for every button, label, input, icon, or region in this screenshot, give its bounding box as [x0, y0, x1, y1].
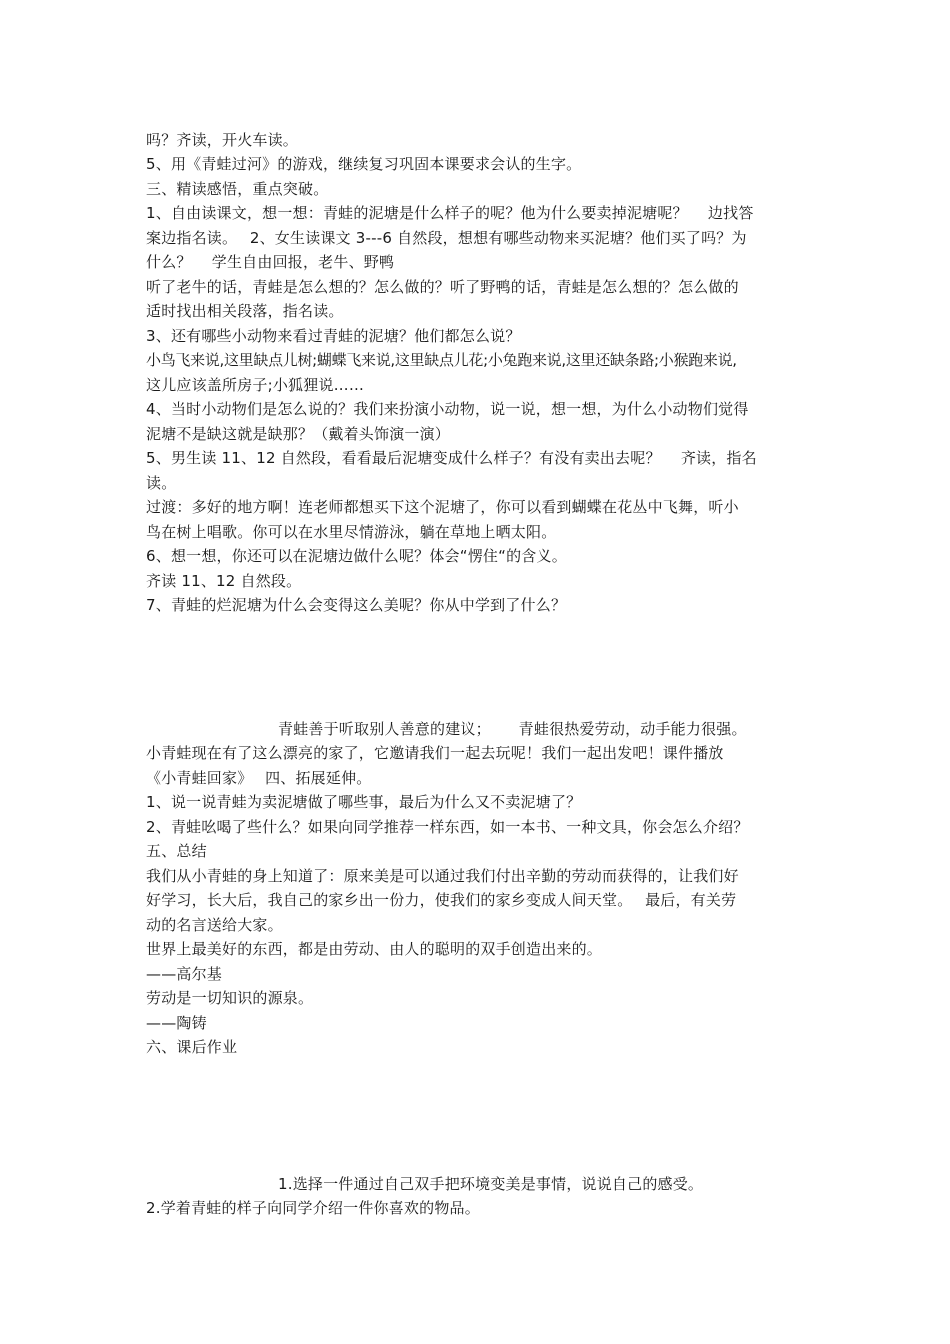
- text-line: 3、还有哪些小动物来看过青蛙的泥塘？他们都怎么说？: [146, 327, 521, 345]
- text-line: 过渡：多好的地方啊！连老师都想买下这个泥塘了，你可以看到蝴蝶在花丛中飞舞，听小: [146, 498, 739, 516]
- section-heading: 五、总结: [146, 842, 207, 860]
- text-line: 5、男生读 11、12 自然段，看看最后泥塘变成什么样子？有没有卖出去呢？ 齐读，指名: [146, 449, 757, 467]
- text-line: 4、当时小动物们是怎么说的？我们来扮演小动物，说一说，想一想，为什么小动物们觉得: [146, 400, 749, 418]
- text-line: 什么？ 学生自由回报，老牛、野鸭: [146, 253, 395, 271]
- text-line: 青蛙善于听取别人善意的建议； 青蛙很热爱劳动，动手能力很强。: [278, 720, 747, 738]
- section-heading: 三、精读感悟，重点突破。: [146, 180, 329, 198]
- homework-item: 1.选择一件通过自己双手把环境变美是事情，说说自己的感受。: [278, 1175, 704, 1193]
- text-line: 小青蛙现在有了这么漂亮的家了，它邀请我们一起去玩呢！我们一起出发吧！课件播放: [146, 744, 724, 762]
- text-line: 我们从小青蛙的身上知道了：原来美是可以通过我们付出辛勤的劳动而获得的，让我们好: [146, 867, 739, 885]
- homework-item: 2.学着青蛙的样子向同学介绍一件你喜欢的物品。: [146, 1199, 480, 1217]
- quote-author: ——陶铸: [146, 1014, 207, 1032]
- text-line: 案边指名读。 2、女生读课文 3---6 自然段，想想有哪些动物来买泥塘？他们买了吗？为: [146, 229, 747, 247]
- quote-line: 劳动是一切知识的源泉。: [146, 989, 314, 1007]
- text-line: 2、青蛙吆喝了些什么？如果向同学推荐一样东西，如一本书、一种文具，你会怎么介绍？: [146, 818, 749, 836]
- text-line: 动的名言送给大家。: [146, 916, 283, 934]
- text-line: 齐读 11、12 自然段。: [146, 572, 302, 590]
- text-line: 6、想一想，你还可以在泥塘边做什么呢？体会“愣住“的含义。: [146, 547, 567, 565]
- text-line: 好学习，长大后，我自己的家乡出一份力，使我们的家乡变成人间天堂。 最后，有关劳: [146, 891, 737, 909]
- quote-author: ——高尔基: [146, 965, 223, 983]
- text-line: 7、青蛙的烂泥塘为什么会变得这么美呢？你从中学到了什么？: [146, 596, 567, 614]
- quote-line: 世界上最美好的东西，都是由劳动、由人的聪明的双手创造出来的。: [146, 940, 603, 958]
- text-line: 吗？齐读，开火车读。: [146, 131, 299, 149]
- text-line: 读。: [146, 474, 177, 492]
- text-line: 鸟在树上唱歌。你可以在水里尽情游泳，躺在草地上晒太阳。: [146, 523, 557, 541]
- text-line: 泥塘不是缺这就是缺那？（戴着头饰演一演）: [146, 425, 451, 443]
- section-heading: 六、课后作业: [146, 1038, 238, 1056]
- text-line: 1、说一说青蛙为卖泥塘做了哪些事，最后为什么又不卖泥塘了？: [146, 793, 582, 811]
- text-line: 1、自由读课文，想一想：青蛙的泥塘是什么样子的呢？他为什么要卖掉泥塘呢？ 边找答: [146, 204, 754, 222]
- text-line: 5、用《青蛙过河》的游戏，继续复习巩固本课要求会认的生字。: [146, 155, 582, 173]
- text-line: 这儿应该盖所房子;小狐狸说……: [146, 376, 365, 394]
- text-line: 《小青蛙回家》 四、拓展延伸。: [146, 769, 372, 787]
- text-line: 听了老牛的话，青蛙是怎么想的？怎么做的？听了野鸭的话，青蛙是怎么想的？怎么做的: [146, 278, 739, 296]
- text-line: 小鸟飞来说,这里缺点儿树;蝴蝶飞来说,这里缺点儿花;小兔跑来说,这里还缺条路;小猴跑来说,: [146, 351, 737, 369]
- text-line: 适时找出相关段落，指名读。: [146, 302, 344, 320]
